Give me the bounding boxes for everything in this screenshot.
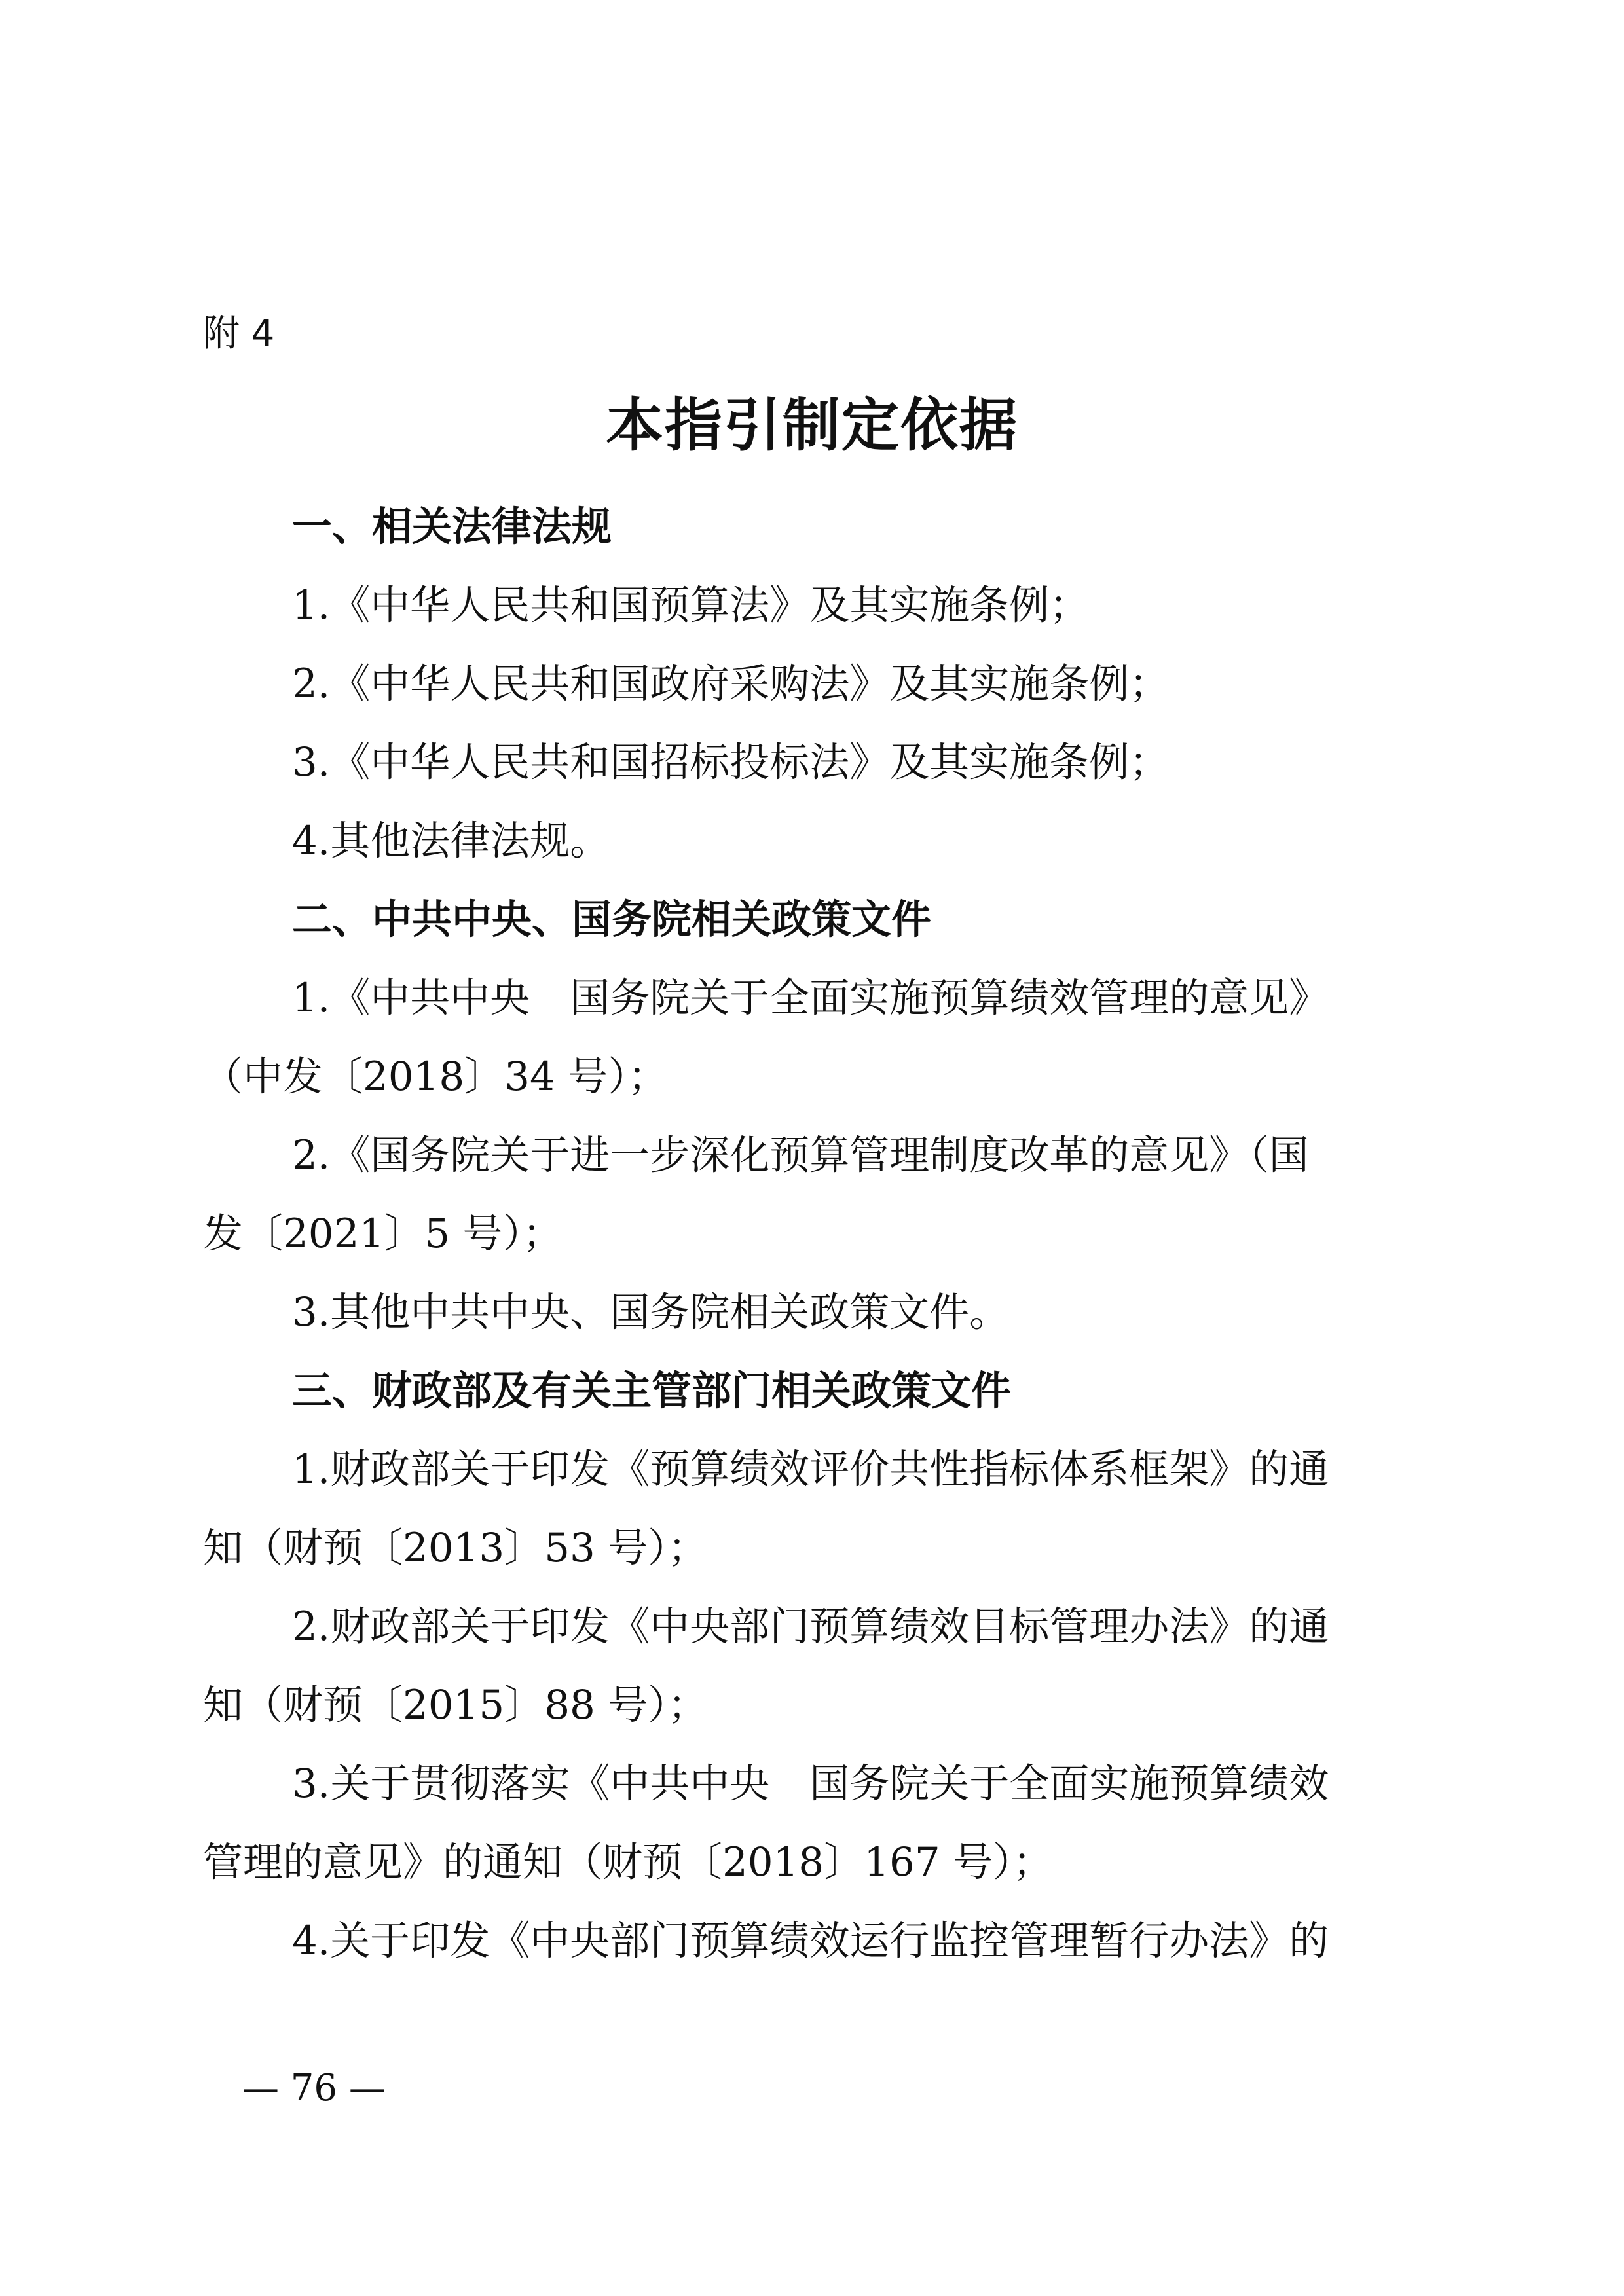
list-item-continuation: 发〔2021〕5 号）； — [203, 1211, 563, 1257]
list-item: 1.《中共中央 国务院关于全面实施预算绩效管理的意见》 — [292, 975, 1329, 1021]
list-item-continuation: （中发〔2018〕34 号）； — [203, 1053, 668, 1100]
list-item-continuation: 知（财预〔2013〕53 号）； — [203, 1525, 708, 1571]
attachment-label: 附 4 — [203, 312, 275, 355]
section-heading: 二、中共中央、国务院相关政策文件 — [292, 896, 932, 943]
document-title: 本指引制定依据 — [605, 392, 1018, 459]
list-item: 2.《中华人民共和国政府采购法》及其实施条例； — [292, 661, 1170, 707]
list-item: 3.关于贯彻落实《中共中央 国务院关于全面实施预算绩效 — [292, 1760, 1329, 1807]
list-item: 2.财政部关于印发《中央部门预算绩效目标管理办法》的通 — [292, 1603, 1329, 1650]
list-item: 3.其他中共中央、国务院相关政策文件。 — [292, 1289, 1010, 1336]
list-item: 3.《中华人民共和国招标投标法》及其实施条例； — [292, 739, 1170, 786]
list-item: 4.其他法律法规。 — [292, 818, 610, 864]
list-item: 2.《国务院关于进一步深化预算管理制度改革的意见》（国 — [292, 1132, 1309, 1178]
list-item-continuation: 管理的意见》的通知（财预〔2018〕167 号）； — [203, 1839, 1053, 1886]
page-number: — 76 — — [242, 2067, 386, 2109]
section-heading: 三、财政部及有关主管部门相关政策文件 — [292, 1368, 1012, 1414]
list-item: 1.财政部关于印发《预算绩效评价共性指标体系框架》的通 — [292, 1446, 1329, 1493]
section-heading: 一、相关法律法规 — [292, 503, 612, 550]
list-item-continuation: 知（财预〔2015〕88 号）； — [203, 1682, 708, 1728]
list-item: 4.关于印发《中央部门预算绩效运行监控管理暂行办法》的 — [292, 1918, 1329, 1964]
list-item: 1.《中华人民共和国预算法》及其实施条例； — [292, 582, 1090, 629]
